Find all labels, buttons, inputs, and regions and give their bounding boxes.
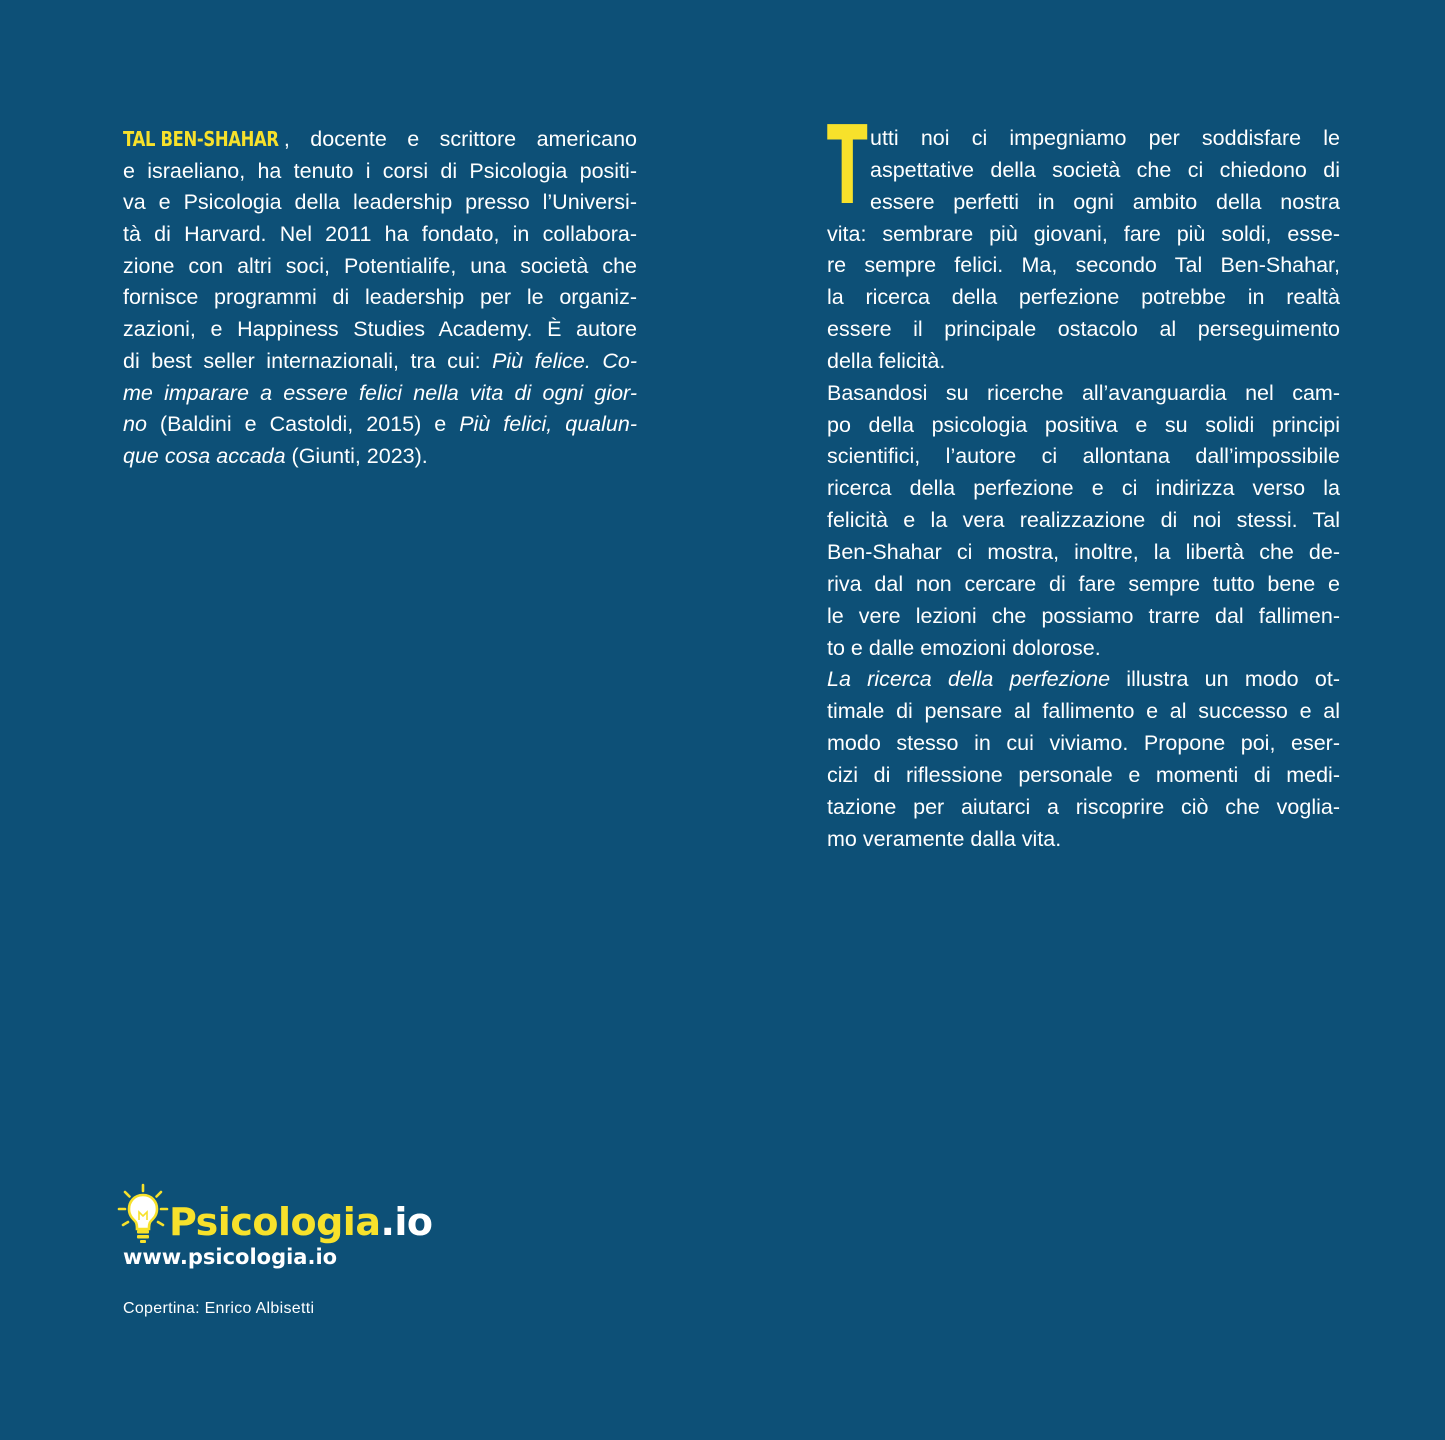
cover-credit: Copertina: Enrico Albisetti — [123, 1300, 315, 1317]
text-segment: mo veramente dalla vita. — [827, 826, 1062, 851]
text-segment: aspettative della società che ci chiedono di — [870, 157, 1340, 182]
text-line — [827, 569, 1340, 601]
text-line — [827, 537, 1340, 569]
text-segment: riva dal non cercare di fare sempre tutto bene e — [827, 571, 1340, 596]
text-line — [827, 187, 1340, 219]
book-title-text: me imparare a essere felici nella vita di ogni gior- — [123, 380, 637, 405]
text-segment: re sempre felici. Ma, secondo Tal Ben-Shahar, — [827, 253, 1340, 278]
text-segment: essere perfetti in ogni ambito della nostra — [870, 189, 1340, 214]
text-line — [827, 664, 1340, 696]
text-segment: e israeliano, ha tenuto i corsi di Psicologia positi- — [123, 158, 637, 183]
drop-cap: T — [827, 104, 868, 229]
lightbulb-icon — [117, 1182, 169, 1244]
text-line — [123, 251, 637, 283]
text-line — [123, 187, 637, 219]
text-segment: Basandosi su ricerche all’avanguardia nel cam- — [827, 380, 1340, 405]
text-segment: cizi di riflessione personale e momenti di medi- — [827, 762, 1340, 787]
text-line — [123, 156, 637, 188]
text-segment: illustra un modo ot- — [1110, 667, 1340, 692]
text-segment: felicità e la vera realizzazione di noi stessi. Tal — [827, 508, 1340, 533]
text-line — [123, 124, 637, 156]
logo-wordmark: Psicologia.io — [169, 1200, 433, 1244]
text-line — [827, 155, 1340, 187]
text-line — [827, 441, 1340, 473]
text-segment: zazioni, e Happiness Studies Academy. È autore — [123, 317, 637, 342]
text-line — [123, 441, 637, 473]
text-segment: timale di pensare al fallimento e al successo e al — [827, 699, 1340, 724]
publisher-url[interactable]: www.psicologia.io — [123, 1245, 338, 1269]
text-segment: to e dalle emozioni dolorose. — [827, 635, 1101, 660]
text-line — [827, 760, 1340, 792]
text-segment: Ben-Shahar ci mostra, inoltre, la libertà che de- — [827, 539, 1340, 564]
book-title-text: que cosa accada — [123, 443, 286, 468]
text-segment: scientifici, l’autore ci allontana dall’impossibile — [827, 444, 1340, 469]
text-segment: tazione per aiutarci a riscoprire ciò che voglia- — [827, 794, 1340, 819]
author-bio — [123, 124, 637, 473]
text-line — [123, 409, 637, 441]
text-line — [827, 314, 1340, 346]
text-line — [827, 250, 1340, 282]
text-segment: fornisce programmi di leadership per le organiz- — [123, 285, 637, 310]
text-line — [827, 282, 1340, 314]
text-line — [123, 314, 637, 346]
text-line — [827, 792, 1340, 824]
text-line — [123, 282, 637, 314]
publisher-logo — [117, 1180, 433, 1244]
author-name: TAL BEN-SHAHAR — [123, 127, 279, 151]
text-segment: tà di Harvard. Nel 2011 ha fondato, in collabora- — [123, 222, 637, 247]
text-line — [827, 219, 1340, 251]
text-segment: ricerca della perfezione e ci indirizza verso la — [827, 476, 1340, 501]
text-line — [827, 378, 1340, 410]
text-line — [123, 378, 637, 410]
text-segment: zione con altri soci, Potentialife, una società che — [123, 253, 637, 278]
text-segment: essere il principale ostacolo al perseguimento — [827, 317, 1340, 342]
text-segment: va e Psicologia della leadership presso l’Universi- — [123, 190, 637, 215]
text-segment: di best seller internazionali, tra cui: — [123, 348, 493, 373]
book-blurb — [827, 104, 1340, 855]
text-line — [827, 123, 1340, 155]
text-segment: , docente e scrittore americano — [283, 127, 637, 151]
text-line — [827, 410, 1340, 442]
text-segment: vita: sembrare più giovani, fare più soldi, esse- — [827, 221, 1340, 246]
text-line — [827, 505, 1340, 537]
text-segment: modo stesso in cui viviamo. Propone poi, eser- — [827, 731, 1340, 756]
text-line — [123, 219, 637, 251]
text-line — [827, 696, 1340, 728]
text-segment: della felicità. — [827, 348, 946, 373]
text-segment: la ricerca della perfezione potrebbe in realtà — [827, 285, 1340, 310]
text-line — [827, 633, 1340, 665]
text-line — [827, 473, 1340, 505]
text-line — [123, 346, 637, 378]
book-title-text: Più felice. Co- — [492, 348, 637, 373]
text-segment: utti noi ci impegniamo per soddisfare le — [870, 126, 1340, 150]
text-segment: (Giunti, 2023). — [285, 443, 428, 468]
text-segment: po della psicologia positiva e su solidi principi — [827, 412, 1340, 437]
book-title-text: La ricerca della perfezione — [827, 667, 1111, 692]
text-line — [827, 346, 1340, 378]
book-title-text: Più felici, qualun- — [459, 412, 637, 437]
text-segment: (Baldini e Castoldi, 2015) e — [146, 412, 460, 437]
text-line — [827, 601, 1340, 633]
text-segment: le vere lezioni che possiamo trarre dal fallimen- — [827, 603, 1340, 628]
book-title-text: no — [123, 412, 147, 437]
text-line — [827, 824, 1340, 856]
text-line — [827, 728, 1340, 760]
